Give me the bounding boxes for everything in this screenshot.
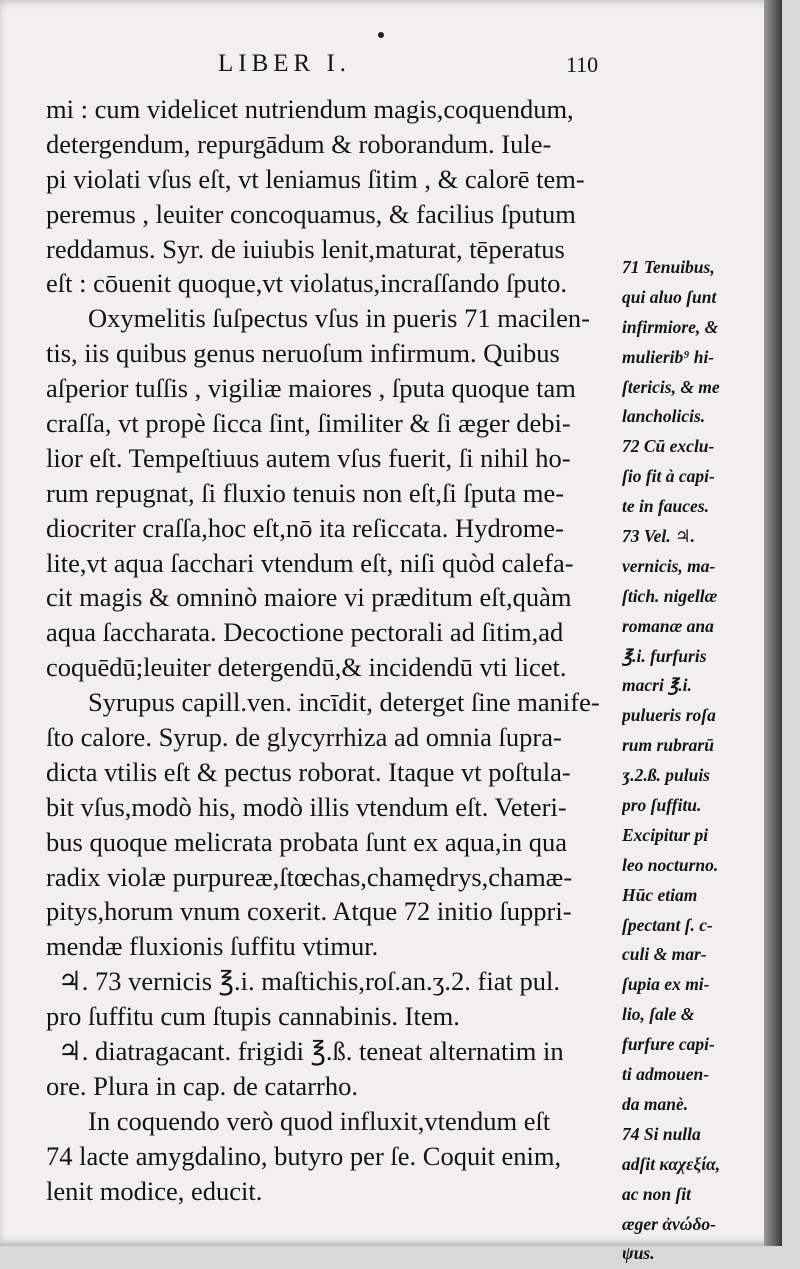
margin-note-line: ſtich. nigellæ [622,585,718,606]
text-line: tis, iis quibus genus neruoſum infirmum. Quibus [46,338,560,369]
margin-note-line: te in fauces. [622,496,710,517]
margin-note-line: adſit καχεξία, [622,1153,721,1174]
text-line: radix violæ purpureæ,ſtœchas,chamędrys,chamæ- [46,861,573,892]
text-line: mendæ fluxionis ſuffitu vtimur. [46,931,379,962]
margin-note-line: lio, ſale & [622,1004,695,1025]
text-line: lite,vt aqua ſacchari vtendum eſt, niſi quòd calefa- [46,547,574,578]
margin-note-line: 71 Tenuibus, [622,257,715,277]
margin-note-line: leo nocturno. [622,854,719,875]
margin-note-line: ſpectant ſ. c- [622,914,713,935]
text-line: pro ſuffitu cum ſtupis cannabinis. Item. [46,1001,460,1032]
text-line: bus quoque melicrata probata ſunt ex aqua,in qua [46,826,567,857]
text-line: detergendum, repurgādum & roborandum. Iule- [46,128,552,159]
text-line: eſt : cōuenit quoque,vt violatus,incraſſando ſputo. [46,268,568,299]
text-line: cit magis & omninò maiore vi præditum eſt,quàm [46,582,572,613]
margin-note-line: æger ἀνώδο- [622,1213,716,1234]
text-line: craſſa, vt propè ſicca ſint, ſimiliter & ſi æger debi- [46,408,571,439]
text-line: aſperior tuſſis , vigiliæ maiores , ſputa quoque tam [46,373,576,404]
text-line: 74 lacte amygdalino, butyro per ſe. Coquit enim, [46,1140,562,1171]
text-line: peremus , leuiter concoquamus, & facilius ſputum [46,198,576,229]
page-number: 110 [566,52,599,77]
text-line: mi : cum videlicet nutriendum magis,coquendum, [46,94,574,124]
text-line: ore. Plura in cap. de catarrho. [46,1070,358,1101]
margin-note-line: mulierib⁹ hi- [622,346,715,367]
text-line: pi violati vſus eſt, vt leniamus ſitim , & calorē tem- [46,163,585,194]
text-line: coquēdū;leuiter detergendū,& incidendū vti licet. [46,652,567,683]
text-line: bit vſus,modò his, modò illis vtendum eſt. Veteri- [46,791,567,822]
margin-note-line: ſupia ex mi- [622,974,710,995]
text-line: In coquendo verò quod influxit,vtendum eſt [88,1105,551,1136]
margin-note-line: furfure capi- [622,1034,715,1055]
margin-note-line: ſtericis, & me [622,376,720,397]
ink-dot [378,32,384,38]
margin-note-line: culi & mar- [622,944,707,965]
margin-note-line: romanæ ana [622,615,714,636]
text-line: ♃. diatragacant. frigidi ℥.ß. teneat alternatim in [58,1036,564,1067]
margin-note-line: infirmiore, & [622,316,719,337]
margin-note-line: pro ſuffitu. [622,795,702,816]
text-line: ſto calore. Syrup. de glycyrrhiza ad omnia ſupra- [46,722,562,753]
margin-note-line: macri ℥.i. [622,675,692,696]
text-line: rum repugnat, ſi fluxio tenuis non eſt,ſi ſputa me- [46,477,565,508]
margin-note-line: qui aluo ſunt [622,286,717,307]
margin-note-line: ψus. [622,1243,655,1264]
margin-note-line: 74 Si nulla [622,1123,701,1144]
text-line: diocriter craſſa,hoc eſt,nō ita reſiccata. Hydrome- [46,512,564,543]
margin-note-line: rum rubrarū [622,735,714,756]
text-line: aqua ſaccharata. Decoctione pectorali ad ſitim,ad [46,617,564,648]
text-line: lior eſt. Tempeſtiuus autem vſus fuerit, ſi nihil ho- [46,442,571,473]
text-line: ♃. 73 vernicis ℥.i. maſtichis,roſ.an.ʒ.2. fiat pul. [58,966,560,997]
margin-note-line: Excipitur pi [622,824,709,845]
margin-note-line: ʒ.2.ß. puluis [622,765,710,786]
text-line: Syrupus capill.ven. incīdit, deterget ſine manife- [88,687,600,718]
margin-note-line: Hūc etiam [622,884,698,905]
text-line: pitys,horum vnum coxerit. Atque 72 initio ſuppri- [46,896,572,927]
margin-note-line: ti admouen- [622,1064,710,1085]
main-text-block [46,92,618,1209]
margin-note-line: ſio fit à capi- [622,466,715,487]
text-line: reddamus. Syr. de iuiubis lenit,maturat, tēperatus [46,233,565,264]
running-head-title: LIBER I. [218,50,352,77]
margin-note-line: da manè. [622,1093,689,1114]
margin-note-line: pulueris roſa [622,705,716,726]
margin-note-line: lancholicis. [622,406,706,427]
text-line: dicta vtilis eſt & pectus roborat. Itaque vt poſtula- [46,756,571,787]
text-line: Oxymelitis ſuſpectus vſus in pueris 71 macilen- [88,303,590,334]
margin-note-line: 72 Cū exclu- [622,436,715,457]
marginal-notes [622,253,772,1269]
margin-note-line: ℥.i. furfuris [622,645,707,666]
margin-note-line: vernicis, ma- [622,555,716,576]
text-line: lenit modice, educit. [46,1175,263,1206]
margin-note-line: ac non ſit [622,1183,692,1204]
margin-note-line: 73 Vel. ♃. [622,526,696,547]
running-head [0,50,782,86]
